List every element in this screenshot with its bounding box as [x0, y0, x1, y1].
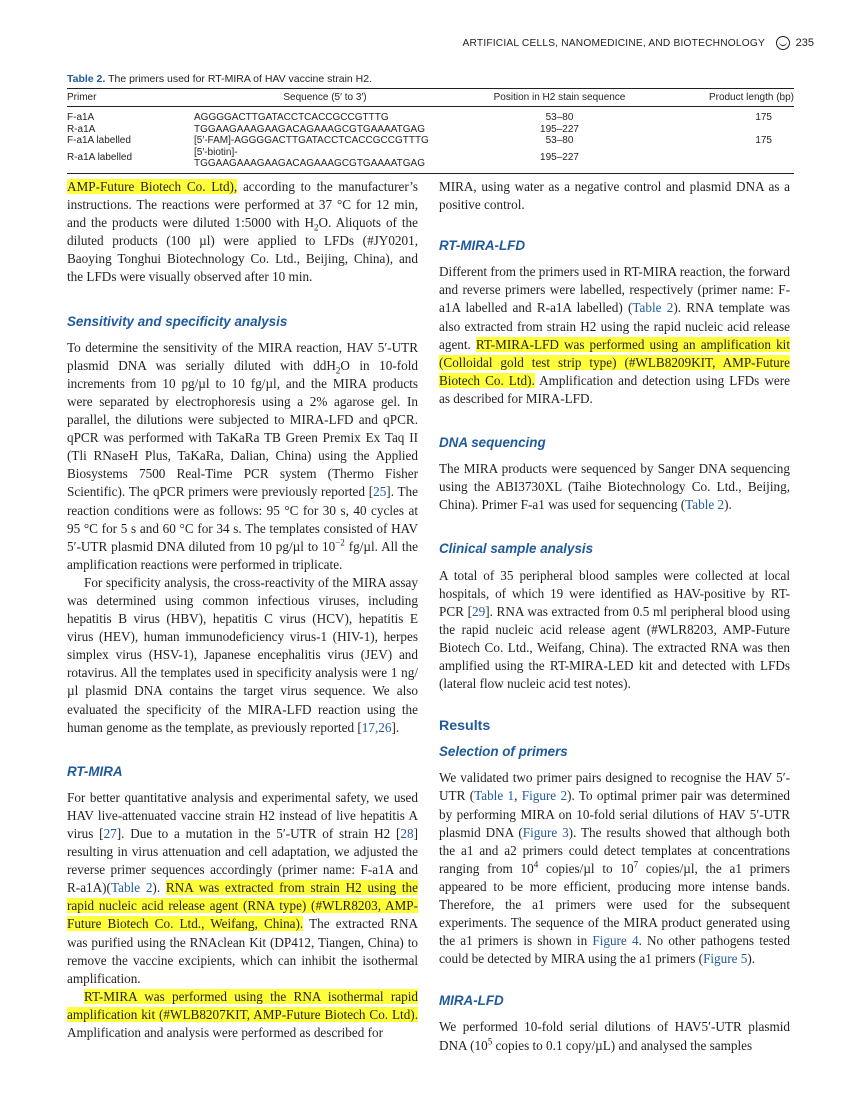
table-row: [67, 147, 794, 174]
col-header-primer: Primer: [67, 89, 194, 107]
text-run: We validated two primer pairs designed to recognise the HAV 5′-UTR (: [439, 770, 790, 804]
text-run: The MIRA products were sequenced by Sanger DNA sequencing using the ABI3730XL (Taihe Biotechnology Co. Ltd., Beijing, China). Primer F-a1 was used for sequencing (: [439, 461, 790, 513]
paragraph: [67, 178, 418, 287]
table-row: [67, 124, 794, 136]
paragraph: [67, 789, 418, 988]
highlighted-text: RT-MIRA-LFD was performed using an amplification kit (Colloidal gold test strip type) (#WLB8209KIT, AMP-Future Biotech Co. Ltd).: [439, 336, 790, 388]
text-run: . No other pathogens tested could be detected by MIRA using the a1 primers (: [439, 933, 790, 967]
table-cell: 175: [755, 135, 772, 146]
table-cell: TGGAAGAAAGAAGACAGAAAGCGTGAAAATGAG: [194, 123, 425, 135]
right-column: [439, 178, 790, 1055]
paragraph: [439, 769, 790, 968]
table-cell: F-a1A: [67, 112, 95, 123]
superscript: 7: [633, 859, 639, 870]
subsection-heading: Selection of primers: [439, 744, 568, 760]
citation-link[interactable]: 17,26: [361, 719, 392, 735]
table-cell: 195–227: [456, 147, 663, 174]
superscript: −2: [335, 537, 345, 548]
text-run: ). The results showed that although both the a1 and a2 primers could detect templates at concentrations ranging from 10: [439, 824, 790, 876]
highlighted-text: RNA was extracted from strain H2 using the rapid nucleic acid release agent (RNA type) (#WLR8203, AMP-Future Biotech Co. Ltd., Weifang, China).: [67, 880, 418, 932]
table-link[interactable]: Table 1: [474, 788, 515, 804]
text-run: fg/µl. All the amplification reactions were performed in triplicate.: [67, 538, 418, 572]
paragraph: [67, 988, 418, 1042]
table-cell: 195–227: [540, 123, 579, 135]
table-cell: [663, 147, 794, 174]
table-header-row: [67, 89, 794, 107]
citation-link[interactable]: 25: [373, 484, 387, 500]
citation-link[interactable]: 28: [400, 826, 414, 841]
text-run: Amplification and detection using LFDs were as described for MIRA-LFD.: [439, 372, 790, 406]
paragraph: [67, 339, 418, 574]
section-heading: Results: [439, 718, 491, 735]
text-run: A total of 35 peripheral blood samples were collected at local hospitals, of which 19 were identified as HAV-positive by RT-PCR [: [439, 567, 790, 619]
paragraph: [439, 1018, 790, 1054]
table-cell: F-a1A labelled: [67, 135, 131, 146]
subsection-heading: RT-MIRA: [67, 763, 123, 779]
text-run: ]. Due to a mutation in the 5′-UTR of strain H2 [: [116, 826, 401, 841]
table-label: Table 2.: [67, 73, 106, 85]
superscript: 4: [533, 859, 539, 870]
subsection-heading: DNA sequencing: [439, 435, 546, 451]
text-run: according to the manufacturer’s instructions. The reactions were performed at 37 °C for 12 min, and the products were diluted 1:5000 with H: [67, 179, 418, 231]
running-head: ARTIFICIAL CELLS, NANOMEDICINE, AND BIOTECHNOLOGY: [462, 38, 765, 49]
table-cell: R-a1A labelled: [67, 147, 194, 174]
col-header-length: Product length (bp): [663, 89, 794, 107]
table-row: [67, 107, 794, 124]
paragraph: [439, 567, 790, 694]
left-column: [67, 178, 418, 1042]
figure-link[interactable]: Figure 2: [521, 788, 568, 804]
text-run: We performed 10-fold serial dilutions of HAV5′-UTR plasmid DNA (10: [439, 1019, 790, 1053]
text-run: ]. RNA was extracted from 0.5 ml peripheral blood using the rapid nucleic acid release agent (#WLR8203, AMP-Future Biotech Co. Ltd., Weifang, China). The extracted RNA was then amplified using the RT-MIRA-LED kit and detected with LFDs (lateral flow nucleic acid test notes).: [439, 603, 790, 692]
text-run: O in 10-fold increments from 10 pg/µl to 10 fg/µl, and the MIRA products were separated by electrophoresis using a 2% agarose gel. In parallel, the dilutions were subjected to MIRA-LFD and qPCR. qPCR was performed with TaKaRa TB Green Premix Ex Taq II (Tli RNaseH Plus, TaKaRa, Dalian, China) using the Applied Biosystems 7500 Real-Time PCR system (Thermo Fisher Scientific). The qPCR primers were previously reported [: [67, 357, 418, 500]
highlighted-text: RT-MIRA was performed using the RNA isothermal rapid amplification kit (#WLB8207KIT, AMP-Future Biotech Co. Ltd).: [67, 988, 418, 1022]
col-header-sequence: Sequence (5′ to 3′): [194, 89, 456, 107]
table-cell: R-a1A: [67, 123, 96, 135]
subscript: 2: [314, 222, 319, 233]
primer-table: [67, 88, 794, 174]
figure-link[interactable]: Figure 5: [703, 951, 748, 967]
text-run: ). RNA template was also extracted from strain H2 using the rapid nucleic acid release agent.: [439, 300, 790, 352]
text-run: The extracted RNA was purified using the RNAclean Kit (DP412, Tiangen, China) to remove the vaccine excipients, which can inhibit the isothermal amplification.: [67, 916, 418, 986]
subscript: 2: [335, 365, 341, 376]
subsection-heading: RT-MIRA-LFD: [439, 238, 526, 254]
table-link[interactable]: Table 2: [632, 300, 674, 316]
text-run: ,: [514, 788, 522, 804]
table-link[interactable]: Table 2: [685, 497, 725, 513]
table-row: [67, 135, 794, 147]
table-link[interactable]: Table 2: [110, 880, 153, 896]
table-caption: [67, 73, 372, 85]
superscript: 5: [487, 1036, 493, 1047]
table-cell: [5′-FAM]-AGGGGACTTGATACCTCACCGCCGTTTG: [194, 135, 429, 146]
text-run: ).: [724, 497, 732, 513]
table-cell: AGGGGACTTGATACCTCACCGCCGTTTG: [194, 112, 389, 123]
text-run: copies/µl to 10: [538, 860, 634, 876]
text-run: ).: [747, 951, 756, 967]
text-run: ).: [152, 880, 166, 896]
citation-link[interactable]: 29: [472, 603, 486, 619]
figure-link[interactable]: Figure 4: [592, 933, 639, 949]
text-run: ].: [391, 719, 400, 735]
text-run: For specificity analysis, the cross-reactivity of the MIRA assay was determined using common infectious viruses, including hepatitis B virus (HBV), hepatitis C virus (HCV), hepatitis E virus (HEV), human immunodeficiency virus-1 (HIV-1), herpes simplex virus (HSV-1), Japanese encephalitis virus (JEV) and rotavirus. All the templates used in specificity analysis were 1 ng/µl plasmid DNA contains the target virus sequence. We also evaluated the specificity of the MIRA-LFD reaction using the human genome as the template, as previously reported [: [67, 574, 418, 735]
highlighted-text: AMP-Future Biotech Co. Ltd),: [67, 179, 238, 194]
text-run: ] resulting in virus attenuation and cell adaptation, we adjusted the reverse primer sequences accordingly (primer name: F-a1A and R-a1A)(: [67, 826, 418, 896]
text-run: copies/µl, the a1 primers appeared to be more efficient, producing more intense bands. Therefore, the a1 primers were used for the subsequent experiments. The sequence of the MIRA product generated using the a1 primers is shown in: [439, 860, 791, 949]
paragraph: [439, 263, 790, 408]
subsection-heading: Clinical sample analysis: [439, 541, 594, 557]
text-run: O. Aliquots of the diluted products (100 µl) were applied to LFDs (#JY0201, Baoying Tonghui Biotechnology Co. Ltd., Beijing, China), and the LFDs were visually observed after 10 min.: [67, 215, 418, 285]
table-caption-text: The primers used for RT-MIRA of HAV vaccine strain H2.: [108, 73, 373, 85]
text-run: ). To optimal primer pair was determined by performing MIRA on 10-fold serial dilutions of HAV 5′-UTR plasmid DNA (: [439, 788, 790, 840]
subsection-heading: Sensitivity and specificity analysis: [67, 313, 288, 329]
col-header-position: Position in H2 stain sequence: [456, 89, 663, 107]
table-cell: [5′-biotin]-TGGAAGAAAGAAGACAGAAAGCGTGAAAATGAG: [194, 147, 456, 174]
table-cell: 175: [755, 112, 772, 123]
table-cell: 53–80: [545, 112, 574, 123]
text-run: To determine the sensitivity of the MIRA reaction, HAV 5′-UTR plasmid DNA was serially diluted with ddH: [67, 339, 418, 373]
paragraph: [439, 460, 790, 514]
paragraph: MIRA, using water as a negative control and plasmid DNA as a positive control.: [439, 179, 790, 213]
citation-link[interactable]: 27: [103, 826, 117, 841]
page-number: 235: [795, 37, 814, 49]
text-run: ]. The reaction conditions were as follows: 95 °C for 30 s, 40 cycles at 95 °C for 5 s and 60 °C for 34 s. The templates consisted of HAV 5′-UTR plasmid DNA diluted from 10 pg/µl to 10: [67, 484, 418, 554]
publisher-logo-icon: [776, 36, 790, 50]
text-run: copies to 0.1 copy/µL) and analysed the samples: [492, 1037, 753, 1053]
text-run: Amplification and analysis were performed as described for: [67, 1025, 384, 1041]
subsection-heading: MIRA-LFD: [439, 993, 504, 1009]
table-cell: 53–80: [545, 135, 574, 146]
table-cell: [663, 124, 794, 136]
text-run: For better quantitative analysis and experimental safety, we used HAV live-attenuated vaccine strain H2 instead of live hepatitis A virus [: [67, 789, 418, 841]
text-run: Different from the primers used in RT-MIRA reaction, the forward and reverse primers were labelled, respectively (primer name: F-a1A labelled and R-a1A labelled) (: [439, 264, 790, 316]
paragraph: [67, 574, 418, 737]
figure-link[interactable]: Figure 3: [522, 824, 569, 840]
